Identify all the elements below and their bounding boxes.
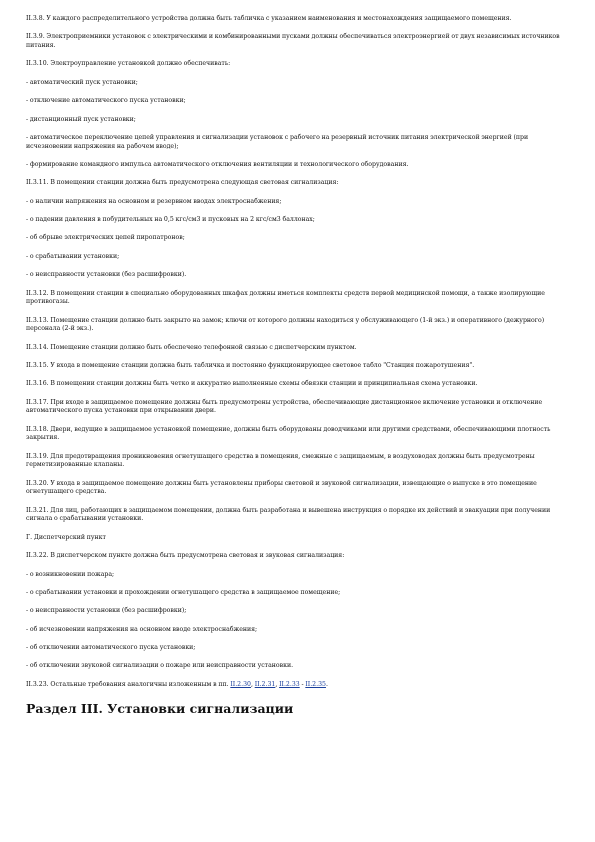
paragraph: II.3.18. Двери, ведущие в защищаемое установкой помещение, должны быть оборудованы доводчиками или другими средствами, обеспечивающими плотность закрытия. — [26, 425, 551, 442]
separator: , — [275, 680, 280, 688]
paragraph: II.3.13. Помещение станции должно быть закрыто на замок; ключи от которого должны находиться у обслуживающего (1-й экз.) и оперативного (дежурного) персонала (2-й экз.). — [26, 316, 545, 333]
paragraph: II.3.17. При входе в защищаемое помещение должны быть предусмотрены устройства, обеспечивающие дистанционное включение установки и отключение автоматического пуска установки при открывании двери. — [26, 398, 543, 415]
paragraph: II.3.22. В диспетчерском пункте должна быть предусмотрена световая и звуковая сигнализация: — [26, 552, 345, 560]
paragraph: - формирование командного импульса автоматического отключения вентиляции и технологического оборудования. — [26, 160, 409, 168]
paragraph: II.3.12. В помещении станции в специально оборудованных шкафах должны иметься комплекты средств первой медицинской помощи, а также изолирующие противогазы. — [26, 289, 545, 306]
link-ii-2-33[interactable]: II.2.33 — [279, 680, 300, 688]
paragraph: - о падении давления в побудительных на 0,5 кгс/см3 и пусковых на 2 кгс/см3 баллонах; — [26, 216, 315, 224]
paragraph: - о возникновении пожара; — [26, 570, 115, 578]
paragraph: - об исчезновении напряжения на основном вводе электроснабжения; — [26, 625, 258, 633]
link-ii-2-35[interactable]: II.2.35 — [305, 680, 326, 688]
paragraph: - о неисправности установки (без расшифровки); — [26, 607, 187, 615]
paragraph: Г. Диспетчерский пункт — [26, 533, 106, 541]
paragraph: II.3.14. Помещение станции должно быть обеспечено телефонной связью с диспетчерским пунктом. — [26, 343, 357, 351]
paragraph: - дистанционный пуск установки; — [26, 115, 136, 123]
paragraph: - автоматический пуск установки; — [26, 78, 138, 86]
paragraph: II.3.15. У входа в помещение станции должна быть табличка и постоянно функционирующее световое табло "Станция пожаротушения". — [26, 362, 475, 370]
paragraph: II.3.19. Для предотвращения проникновения огнетушащего средства в помещения, смежные с защищаемым, в воздуховодах должны быть предусмотрены герметизированные клапаны. — [26, 452, 535, 469]
paragraph: - о срабатывании установки и прохождении огнетушащего средства в защищаемое помещение; — [26, 588, 341, 596]
paragraph: II.3.10. Электроуправление установкой должно обеспечивать: — [26, 60, 231, 68]
paragraph: II.3.8. У каждого распределительного устройства должна быть табличка с указанием наименования и местонахождения защищаемого помещения. — [26, 15, 512, 22]
paragraph: - о неисправности установки (без расшифровки). — [26, 271, 187, 279]
paragraph-ii-3-23 — [26, 681, 567, 690]
paragraph: - об отключении автоматического пуска установки; — [26, 644, 196, 652]
link-ii-2-30[interactable]: II.2.30 — [230, 680, 251, 688]
separator: , — [250, 680, 255, 688]
paragraph: - об отключении звуковой сигнализации о пожаре или неисправности установки. — [26, 662, 294, 670]
paragraph: II.3.16. В помещении станции должны быть четко и аккуратно выполненные схемы обвязки станции и принципиальная схема установки. — [26, 380, 478, 388]
paragraph: - отключение автоматического пуска установки; — [26, 97, 186, 105]
paragraph-text: II.3.23. Остальные требования аналогичны изложенным в пп. — [26, 680, 231, 688]
section-heading: Раздел III. Установки сигнализации — [26, 701, 294, 717]
paragraph: II.3.21. Для лиц, работающих в защищаемом помещении, должна быть разработана и вывешена инструкция о порядке их действий и эвакуации при получении сигнала о срабатывании установки. — [26, 506, 551, 523]
link-ii-2-31[interactable]: II.2.31 — [254, 680, 276, 688]
separator: - — [299, 680, 306, 688]
paragraph: II.3.20. У входа в защищаемое помещение должны быть установлены приборы световой и звуковой сигнализации, извещающие о выпуске в это помещение огнетушащего средства. — [26, 479, 537, 496]
paragraph: - о срабатывании установки; — [26, 252, 120, 260]
paragraph: - о наличии напряжения на основном и резервном вводах электроснабжения; — [26, 197, 282, 205]
paragraph: - об обрыве электрических цепей пиропатронов; — [26, 234, 185, 242]
paragraph: II.3.9. Электроприемники установок с электрическими и комбинированными пусками должны обеспечиваться электроэнергией от двух независимых источников питания. — [26, 33, 560, 49]
separator: . — [325, 680, 328, 688]
document-body — [26, 15, 567, 671]
paragraph: II.3.11. В помещении станции должна быть предусмотрена следующая световая сигнализация: — [26, 179, 339, 187]
paragraph: - автоматическое переключение цепей управления и сигнализации установок с рабочего на резервный источник питания электрической энергией (при исчезновении напряжения на рабочем вводе); — [26, 133, 529, 150]
